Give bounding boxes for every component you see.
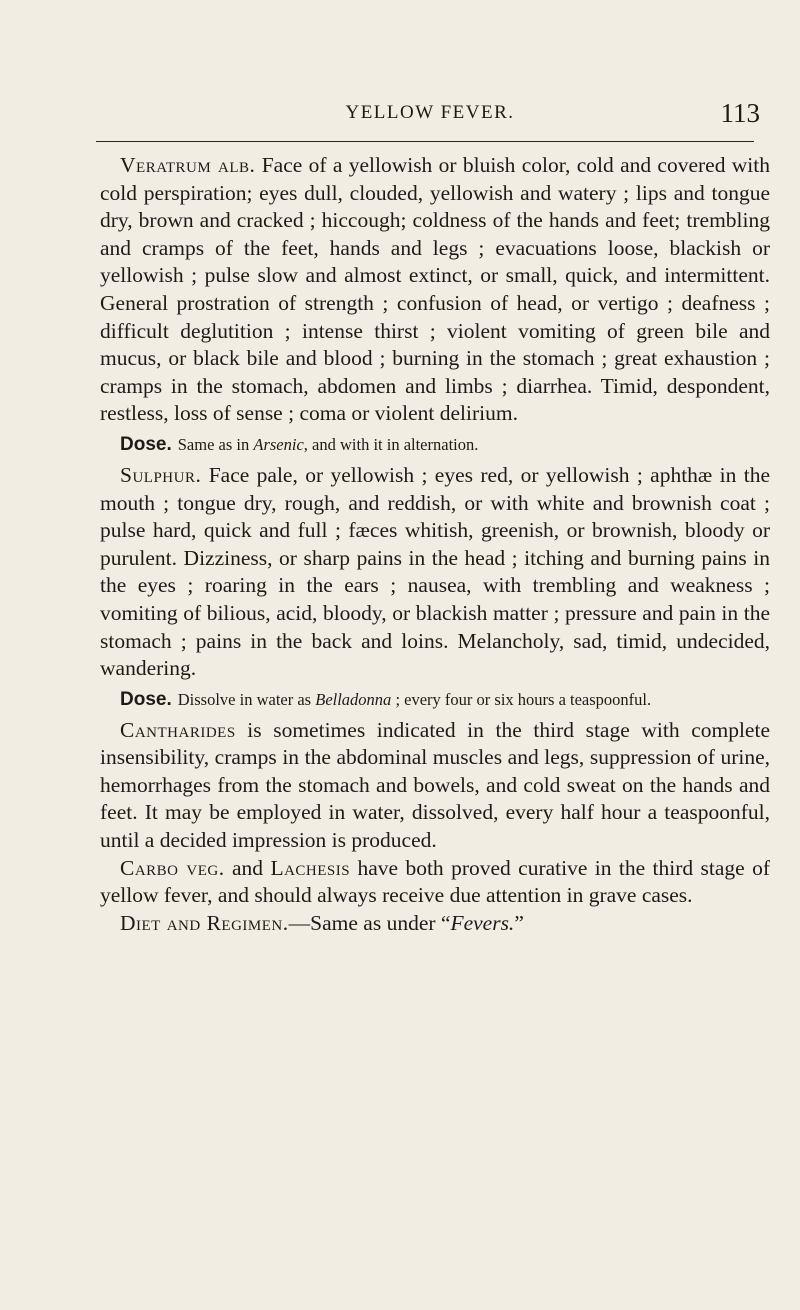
cantharides-text: is sometimes indicated in the third stage with complete insensibility, cramps in the abdominal muscles and legs, suppression of urine, hemorrhages from the stomach and bowels, and cold sweat on the hands and feet. It may be employed in water, dissolved, every half hour a teaspoonful, until a decided impression is produced. [100, 717, 770, 853]
dose-text-end: , and with it in alternation. [303, 434, 479, 454]
connector-text: and [224, 855, 271, 880]
veratrum-text: Face of a yellowish or bluish color, cold and covered with cold perspiration; eyes dull, clouded, yellowish and watery ; lips and tongue dry, brown and cracked ; hiccough; coldness of the hands and feet; trembling and cramps of the feet, hands and legs ; evacuations loose, blackish or yellowish ; pulse slow and almost extinct, or small, quick, and intermittent. General prostration of strength ; confusion of head, or vertigo ; deafness ; difficult deglutition ; intense thirst ; violent vomiting of green bile and mucus, or black bile and blood ; burning in the stomach ; great exhaustion ; cramps in the stomach, abdomen and limbs ; diarrhea. Timid, despondent, restless, loss of sense ; coma or violent delirium. [100, 153, 771, 426]
remedy-name-lachesis: Lachesis [270, 855, 351, 880]
remedy-name-sulphur: Sulphur. [120, 462, 202, 487]
header-rule [96, 141, 754, 142]
paragraph-diet [100, 910, 770, 938]
dose-text: Same as in [177, 434, 254, 454]
running-head [92, 98, 768, 134]
paragraph-cantharides [100, 717, 770, 855]
page-number: 113 [720, 98, 760, 128]
diet-reference: Fevers. [450, 910, 515, 935]
sulphur-text: Face pale, or yellowish ; eyes red, or yellowish ; aphthæ in the mouth ; tongue dry, rough, and reddish, or with white and brownish coat ; pulse hard, quick and full ; fæces whitish, greenish, or brownish, bloody or purulent. Dizziness, or sharp pains in the head ; itching and burning pains in the eyes ; roaring in the ears ; nausea, with trembling and weakness ; vomiting of bilious, acid, bloody, or blackish matter ; pressure and pain in the stomach ; pains in the back and loins. Melancholy, sad, timid, undecided, wandering. [100, 462, 770, 681]
paragraph-veratrum [100, 152, 770, 428]
paragraph-sulphur [100, 462, 770, 683]
carbo-text: have both proved curative in the third stage of yellow fever, and should always receive due attention in grave cases. [100, 855, 771, 908]
dose-label: Dose. [120, 433, 172, 455]
dose-label: Dose. [120, 688, 172, 710]
dose-remedy: Belladonna [315, 689, 392, 709]
remedy-name-cantharides: Cantharides [120, 717, 236, 742]
dose-text: Dissolve in water as [177, 689, 316, 709]
dose-text-end: ; every four or six hours a teaspoonful. [391, 689, 652, 709]
section-name-diet: Diet and Regimen. [120, 910, 289, 935]
dose-veratrum [100, 432, 770, 458]
paragraph-carbo-lachesis [100, 855, 770, 910]
remedy-name-veratrum: Veratrum alb. [120, 153, 256, 177]
running-title: YELLOW FEVER. [345, 102, 515, 123]
diet-text-end: ” [514, 910, 524, 935]
dose-remedy: Arsenic [253, 434, 304, 454]
remedy-name-carbo: Carbo veg. [120, 855, 225, 880]
dose-sulphur [100, 687, 770, 713]
diet-text: —Same as under “ [288, 910, 451, 935]
body-text [100, 152, 770, 937]
